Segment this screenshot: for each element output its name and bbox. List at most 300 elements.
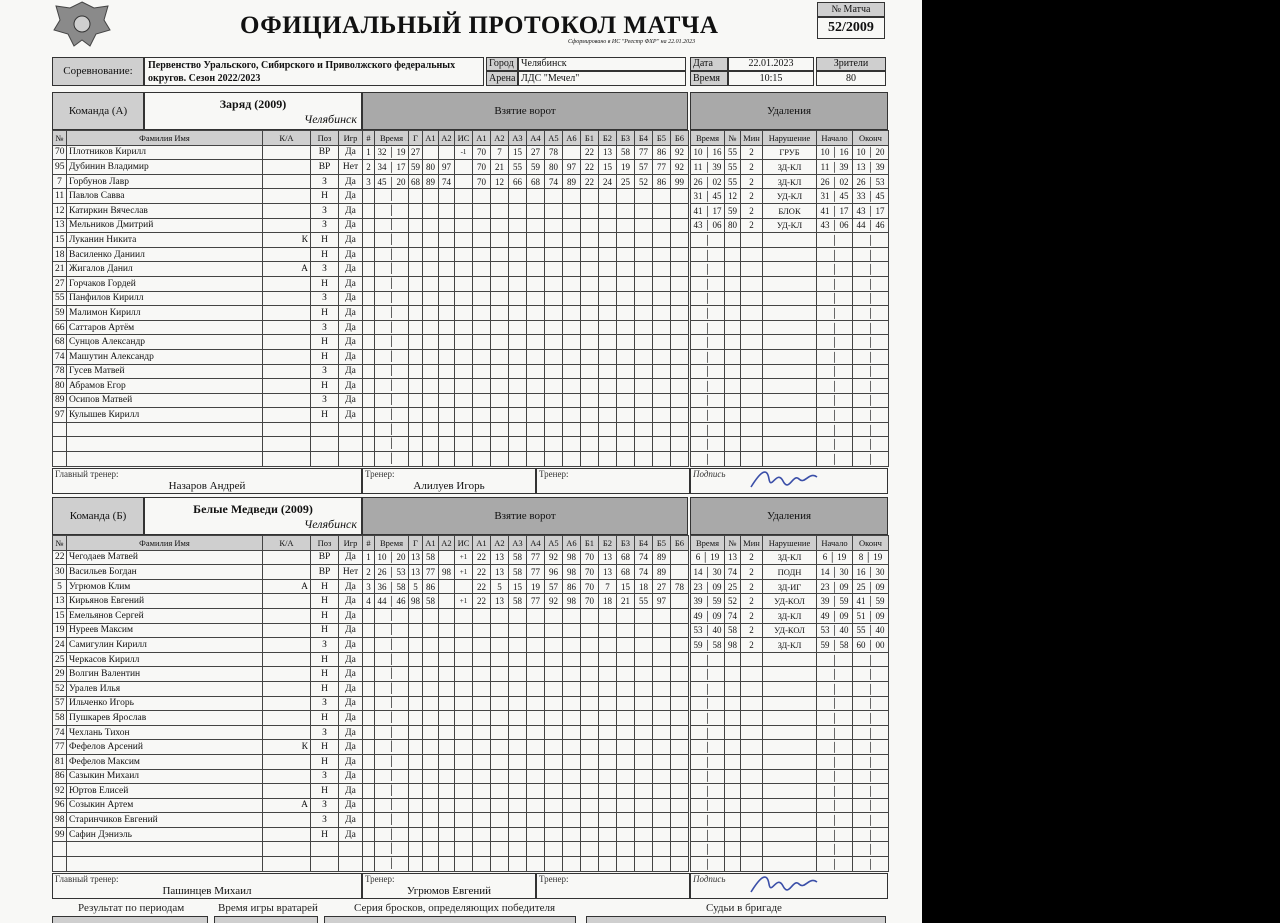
empty-cell: [725, 364, 741, 379]
empty-cell: [473, 393, 491, 408]
player-position: З: [311, 203, 339, 218]
empty-cell: [635, 740, 653, 755]
goal-number: [363, 623, 375, 638]
empty-cell: [563, 857, 581, 872]
empty-cell: [581, 798, 599, 813]
empty-cell: [509, 247, 527, 262]
goal-time: [375, 174, 409, 189]
empty-cell: [527, 608, 545, 623]
empty-cell: [635, 827, 653, 842]
empty-cell: [599, 306, 617, 321]
penalty-start: [817, 189, 853, 204]
empty-cell: [409, 798, 423, 813]
empty-cell: [491, 623, 509, 638]
empty-cell: [439, 306, 455, 321]
penalty-end: │: [853, 696, 889, 711]
time-separator: │: [865, 176, 876, 187]
empty-cell: [473, 364, 491, 379]
col-header-b-player: Б3: [617, 131, 635, 146]
empty-cell: [545, 754, 563, 769]
second: 16: [839, 147, 849, 158]
empty-cell: [725, 842, 741, 857]
player-position: З: [311, 364, 339, 379]
empty-cell: [617, 827, 635, 842]
player-played: Да: [339, 696, 363, 711]
goal-row: [363, 437, 689, 452]
goal-row: [363, 306, 689, 321]
empty-cell: [671, 784, 689, 799]
on-ice-player: 70: [473, 160, 491, 175]
player-number: 95: [53, 160, 67, 175]
time-separator: │: [386, 566, 397, 577]
player-position: [311, 437, 339, 452]
empty-cell: [527, 276, 545, 291]
player-captain: К: [263, 740, 311, 755]
penalty-start: [817, 145, 853, 160]
goal-number: [363, 262, 375, 277]
empty-cell: [617, 437, 635, 452]
empty-cell: [491, 247, 509, 262]
player-row: [53, 393, 363, 408]
empty-cell: [423, 813, 439, 828]
player-position: З: [311, 218, 339, 233]
time-separator: │: [702, 610, 713, 621]
goal-row: [363, 452, 689, 467]
empty-cell: [527, 769, 545, 784]
on-ice-player: 58: [617, 145, 635, 160]
second: 09: [712, 610, 722, 621]
player-number: 68: [53, 335, 67, 350]
minute: 16: [856, 566, 866, 577]
empty-cell: [581, 667, 599, 682]
second: 39: [839, 161, 849, 172]
empty-cell: [473, 306, 491, 321]
empty-cell: [473, 842, 491, 857]
player-name: Угрюмов Клим: [67, 579, 263, 594]
empty-cell: [455, 784, 473, 799]
empty-cell: [635, 218, 653, 233]
empty-cell: [617, 725, 635, 740]
goal-assist-2: [439, 579, 455, 594]
player-position: Н: [311, 740, 339, 755]
empty-cell: [725, 827, 741, 842]
empty-cell: [545, 681, 563, 696]
empty-cell: [671, 306, 689, 321]
on-ice-player: 78: [671, 579, 689, 594]
penalty-time: [691, 189, 725, 204]
goal-number: [363, 842, 375, 857]
empty-cell: [599, 798, 617, 813]
penalty-end: │: [853, 306, 889, 321]
player-captain: [263, 174, 311, 189]
penalty-row: [691, 550, 889, 565]
empty-cell: [491, 306, 509, 321]
empty-cell: [409, 335, 423, 350]
on-ice-player: 13: [491, 565, 509, 580]
player-name: Катиркин Вячеслав: [67, 203, 263, 218]
goal-second: 17: [396, 161, 406, 172]
empty-cell: [763, 437, 817, 452]
on-ice-player: 68: [617, 565, 635, 580]
penalty-row: [691, 711, 889, 726]
player-captain: [263, 681, 311, 696]
empty-cell: [455, 857, 473, 872]
goal-second: 58: [396, 581, 406, 592]
empty-cell: [409, 711, 423, 726]
player-position: З: [311, 393, 339, 408]
player-captain: К: [263, 233, 311, 248]
penalty-end: │: [853, 262, 889, 277]
empty-cell: [409, 857, 423, 872]
col-header-play: Игр: [339, 131, 363, 146]
empty-cell: [653, 335, 671, 350]
player-number: [53, 452, 67, 467]
player-row: [53, 623, 363, 638]
shootout-table: [324, 916, 576, 923]
empty-cell: [527, 218, 545, 233]
competition-label: Соревнование:: [52, 57, 144, 86]
penalty-start: │: [817, 696, 853, 711]
second: 17: [875, 205, 885, 216]
empty-cell: [455, 452, 473, 467]
empty-cell: [491, 827, 509, 842]
empty-cell: [653, 667, 671, 682]
time-separator: │: [865, 147, 876, 158]
empty-cell: [581, 335, 599, 350]
player-number: 77: [53, 740, 67, 755]
goal-number: [363, 452, 375, 467]
empty-cell: [725, 754, 741, 769]
penalty-violation: УД-КОЛ: [763, 623, 817, 638]
empty-cell: [527, 798, 545, 813]
player-row: [53, 594, 363, 609]
empty-cell: [599, 291, 617, 306]
on-ice-player: 70: [581, 565, 599, 580]
penalty-start: [817, 638, 853, 653]
goals-header-row: [363, 536, 689, 551]
empty-cell: [653, 769, 671, 784]
player-number: 59: [53, 306, 67, 321]
empty-cell: [491, 437, 509, 452]
player-captain: [263, 784, 311, 799]
penalty-time: [691, 565, 725, 580]
empty-cell: [617, 681, 635, 696]
empty-cell: [473, 379, 491, 394]
player-position: ВР: [311, 160, 339, 175]
player-row: [53, 189, 363, 204]
empty-cell: [599, 696, 617, 711]
on-ice-player: 27: [653, 579, 671, 594]
second: 40: [712, 625, 722, 636]
goal-number: [363, 218, 375, 233]
goal-row: [363, 291, 689, 306]
goal-row: [363, 218, 689, 233]
empty-cell: [741, 725, 763, 740]
penalty-player: 55: [725, 145, 741, 160]
penalty-end: │: [853, 842, 889, 857]
empty-cell: [545, 608, 563, 623]
minute: 10: [820, 147, 830, 158]
player-name: Нуреев Максим: [67, 623, 263, 638]
player-captain: [263, 408, 311, 423]
time-separator: │: [702, 566, 713, 577]
empty-cell: [599, 437, 617, 452]
empty-cell: [635, 335, 653, 350]
on-ice-player: 86: [563, 579, 581, 594]
empty-cell: [671, 754, 689, 769]
empty-cell: [509, 364, 527, 379]
empty-cell: [653, 798, 671, 813]
empty-cell: [545, 667, 563, 682]
empty-cell: [653, 349, 671, 364]
player-number: [53, 842, 67, 857]
penalty-time: │: [691, 276, 725, 291]
on-ice-player: 98: [563, 594, 581, 609]
col-header-pen_viol: Нарушение: [763, 131, 817, 146]
penalty-minutes: 2: [741, 203, 763, 218]
col-header-g: Г: [409, 131, 423, 146]
player-name: Кулышев Кирилл: [67, 408, 263, 423]
empty-cell: [763, 813, 817, 828]
player-captain: [263, 565, 311, 580]
empty-cell: [545, 189, 563, 204]
player-name: Горчаков Гордей: [67, 276, 263, 291]
penalty-end: │: [853, 393, 889, 408]
penalty-start: │: [817, 452, 853, 467]
empty-cell: [527, 349, 545, 364]
empty-cell: [763, 335, 817, 350]
goal-minute: 36: [377, 581, 387, 592]
player-captain: [263, 813, 311, 828]
arena-label: Арена: [486, 71, 518, 86]
empty-cell: [455, 262, 473, 277]
player-name: Павлов Савва: [67, 189, 263, 204]
penalty-time: │: [691, 769, 725, 784]
handwritten-signature-icon: [747, 868, 827, 898]
empty-cell: [617, 291, 635, 306]
player-name: [67, 857, 263, 872]
empty-cell: [763, 349, 817, 364]
trainer-label: Тренер:: [365, 873, 395, 884]
penalty-row: [691, 681, 889, 696]
empty-cell: [439, 769, 455, 784]
player-number: [53, 857, 67, 872]
empty-cell: [617, 798, 635, 813]
empty-cell: [635, 379, 653, 394]
goal-scorer: 27: [409, 145, 423, 160]
on-ice-player: 70: [473, 174, 491, 189]
empty-cell: [409, 725, 423, 740]
on-ice-player: 70: [473, 145, 491, 160]
empty-cell: [653, 681, 671, 696]
empty-cell: [653, 218, 671, 233]
empty-cell: [439, 203, 455, 218]
empty-cell: [653, 203, 671, 218]
empty-cell: [617, 349, 635, 364]
player-name: Панфилов Кирилл: [67, 291, 263, 306]
goal-time: │: [375, 740, 409, 755]
empty-cell: [423, 798, 439, 813]
players-table: [52, 130, 363, 467]
player-number: 86: [53, 769, 67, 784]
player-number: 55: [53, 291, 67, 306]
penalty-minutes: 2: [741, 579, 763, 594]
empty-cell: [653, 754, 671, 769]
player-captain: [263, 667, 311, 682]
penalty-player: 98: [725, 638, 741, 653]
time-separator: │: [865, 639, 876, 650]
empty-cell: [617, 667, 635, 682]
penalty-minutes: 2: [741, 145, 763, 160]
empty-cell: [423, 842, 439, 857]
empty-cell: [617, 379, 635, 394]
on-ice-player: 5: [491, 579, 509, 594]
empty-cell: [439, 813, 455, 828]
empty-cell: [439, 452, 455, 467]
empty-cell: [581, 306, 599, 321]
empty-cell: [671, 696, 689, 711]
empty-cell: [527, 652, 545, 667]
goal-time: │: [375, 276, 409, 291]
player-row: [53, 437, 363, 452]
player-played: Нет: [339, 160, 363, 175]
goal-scorer: 13: [409, 550, 423, 565]
goal-time: [375, 160, 409, 175]
penalty-minutes: 2: [741, 174, 763, 189]
goal-time: │: [375, 857, 409, 872]
player-row: [53, 291, 363, 306]
empty-cell: [563, 379, 581, 394]
empty-cell: [581, 349, 599, 364]
penalty-row: [691, 798, 889, 813]
player-number: 5: [53, 579, 67, 594]
player-number: 99: [53, 827, 67, 842]
penalty-player: 13: [725, 550, 741, 565]
empty-cell: [509, 623, 527, 638]
goal-number: [363, 725, 375, 740]
empty-cell: [671, 203, 689, 218]
empty-cell: [725, 379, 741, 394]
penalty-minutes: 2: [741, 638, 763, 653]
player-played: Да: [339, 725, 363, 740]
time-separator: │: [702, 191, 713, 202]
goals-table: [362, 535, 689, 872]
empty-cell: [763, 233, 817, 248]
empty-cell: [563, 291, 581, 306]
empty-cell: [491, 422, 509, 437]
second: 45: [875, 191, 885, 202]
team-city-text: Челябинск: [303, 517, 357, 531]
player-number: 96: [53, 798, 67, 813]
empty-cell: [491, 320, 509, 335]
empty-cell: [581, 452, 599, 467]
empty-cell: [599, 725, 617, 740]
on-ice-player: 58: [509, 550, 527, 565]
penalty-time: │: [691, 233, 725, 248]
penalty-end: │: [853, 291, 889, 306]
minute: 60: [856, 639, 866, 650]
empty-cell: [671, 667, 689, 682]
empty-cell: [653, 638, 671, 653]
penalty-row: [691, 667, 889, 682]
penalty-time: │: [691, 437, 725, 452]
minute: 49: [693, 610, 703, 621]
col-header-pen_no: №: [725, 131, 741, 146]
empty-cell: [617, 784, 635, 799]
second: 39: [712, 161, 722, 172]
empty-cell: [423, 422, 439, 437]
player-name: Саттаров Артём: [67, 320, 263, 335]
empty-cell: [563, 754, 581, 769]
player-number: 81: [53, 754, 67, 769]
empty-cell: [653, 262, 671, 277]
page-subtitle: Сформировано в ИС "Реестр ФХР" на 22.01.2023: [568, 39, 696, 45]
penalty-row: [691, 349, 889, 364]
col-header-pos: Поз: [311, 536, 339, 551]
empty-cell: [423, 408, 439, 423]
empty-cell: [409, 827, 423, 842]
empty-cell: [635, 813, 653, 828]
empty-cell: [473, 276, 491, 291]
player-position: Н: [311, 379, 339, 394]
empty-cell: [423, 364, 439, 379]
empty-cell: [653, 813, 671, 828]
player-number: 92: [53, 784, 67, 799]
empty-cell: [671, 379, 689, 394]
goals-header: Взятие ворот: [362, 497, 688, 535]
empty-cell: [763, 262, 817, 277]
empty-cell: [473, 335, 491, 350]
penalty-start: │: [817, 320, 853, 335]
empty-cell: [455, 218, 473, 233]
empty-cell: [741, 754, 763, 769]
empty-cell: [473, 725, 491, 740]
second: 09: [712, 581, 722, 592]
player-played: Да: [339, 203, 363, 218]
player-position: З: [311, 638, 339, 653]
penalty-row: [691, 784, 889, 799]
goal-number: [363, 798, 375, 813]
on-ice-player: 96: [545, 565, 563, 580]
goal-time: │: [375, 218, 409, 233]
on-ice-player: 24: [599, 174, 617, 189]
penalty-end: [853, 638, 889, 653]
on-ice-player: 70: [581, 594, 599, 609]
penalty-end: │: [853, 364, 889, 379]
empty-cell: [635, 842, 653, 857]
player-name: Малимон Кирилл: [67, 306, 263, 321]
penalties-header: Удаления: [690, 92, 888, 130]
penalty-minutes: 2: [741, 160, 763, 175]
player-row: [53, 769, 363, 784]
time-separator: │: [702, 596, 713, 607]
penalty-start: [817, 203, 853, 218]
empty-cell: [509, 379, 527, 394]
goal-number: [363, 813, 375, 828]
goal-number: [363, 608, 375, 623]
empty-cell: [509, 408, 527, 423]
goal-row: [363, 320, 689, 335]
empty-cell: [473, 291, 491, 306]
empty-cell: [741, 813, 763, 828]
col-header-b-player: Б3: [617, 536, 635, 551]
goal-row: [363, 652, 689, 667]
goal-number: 1: [363, 145, 375, 160]
empty-cell: [439, 740, 455, 755]
minute: 6: [822, 552, 828, 563]
empty-cell: [599, 452, 617, 467]
on-ice-player: 15: [617, 579, 635, 594]
